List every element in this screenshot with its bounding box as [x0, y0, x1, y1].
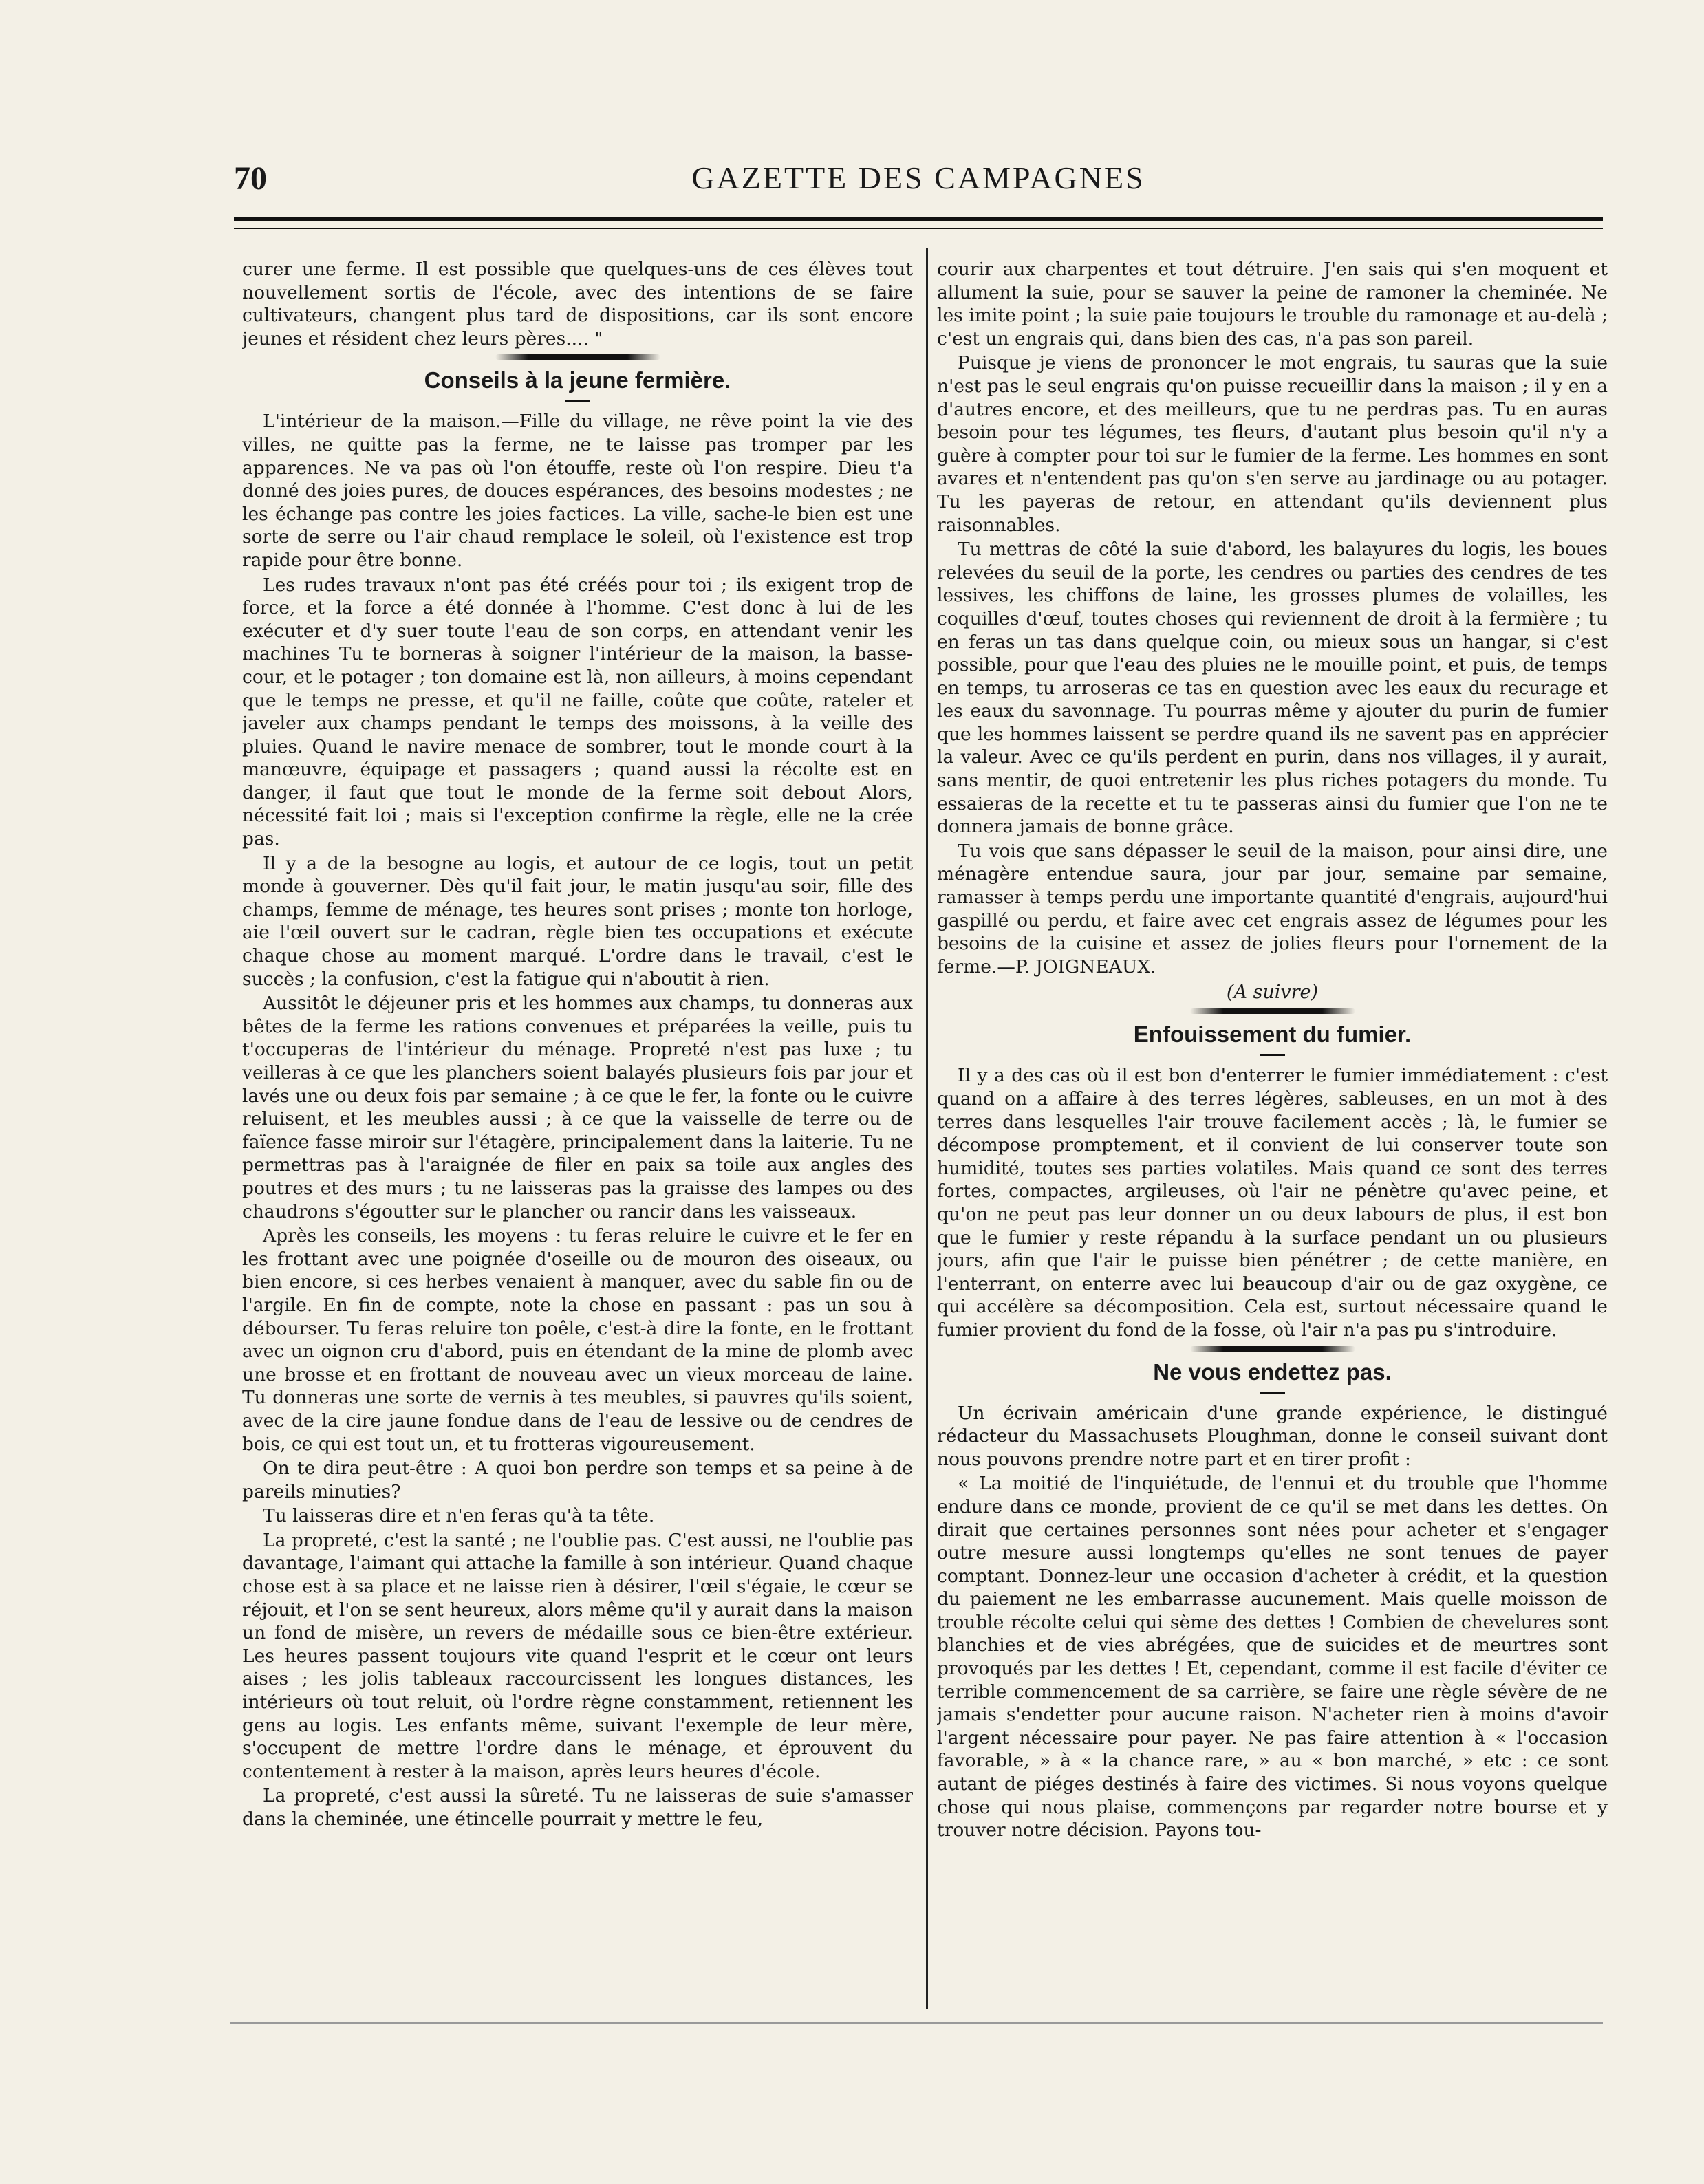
header-rule	[234, 217, 1603, 229]
section-title-enfouissement: Enfouissement du fumier.	[1133, 1021, 1412, 1048]
running-title: GAZETTE DES CAMPAGNES	[691, 160, 1145, 195]
paragraph: Après les conseils, les moyens : tu feras reluire le cuivre et le fer en les frottant avec une poignée d'oseille ou de mouron des oiseaux, ou bien encore, si ces herbes venaient à manquer, avec du sable fin ou de l'argile. En fin de compte, note la chose en passant : pas un sou à débourser. Tu feras reluire ton poêle, c'est-à dire la fonte, en le frottant avec un oignon cru d'abord, puis en étendant de la mine de plomb avec une brosse et en frottant de nouveau avec un vieux morceau de laine. Tu donneras une sorte de vernis à tes meubles, si pauvres qu'ils soient, avec de la cire jaune fondue dans de l'eau de lessive ou de cendres de bois, ce qui est tout un, et tu frotteras vigoureusement.	[242, 1225, 913, 1455]
paragraph: L'intérieur de la maison.—Fille du village, ne rêve point la vie des villes, ne quitte pas la ferme, ne te laisse pas tromper par les apparences. Ne va pas où l'on étouffe, reste où l'on respire. Dieu t'a donné des joies pures, de douces espérances, des besoins modestes ; ne les échange pas contre les joies factices. La ville, sache-le bien est une sorte de serre ou l'air chaud remplace le soleil, où l'existence est trop rapide pour être bonne.	[242, 411, 913, 571]
section-title-conseils: Conseils à la jeune fermière.	[424, 367, 731, 393]
paragraph: Il y a des cas où il est bon d'enterrer le fumier immédiatement : c'est quand on a affaire à des terres légères, sableuses, en un mot à des terres dans lesquelles l'air trouve facilement accès ; là, le fumier se décompose promptement, et il convient de lui conserver toute son humidité, toutes ses parties volatiles. Mais quand ce sont des terres fortes, compactes, argileuses, où l'air ne pénètre qu'avec peine, et qu'on ne peut pas leur donner un ou deux labours de plus, il est bon que le fumier y reste répandu à la surface pendant un ou plusieurs jours, afin que l'air le puisse bien pénétrer ; de cette manière, en l'enterrant, on enterre avec lui beaucoup d'air ou de gaz oxygène, ce qui accélère sa décomposition. Cela est, surtout nécessaire quand le fumier provient du fond de la fosse, où l'air n'a pas pu s'introduire.	[937, 1065, 1608, 1341]
intro-paragraph: curer une ferme. Il est possible que quelques-uns de ces élèves tout nouvellement sortis de l'école, avec des intentions de se faire cultivateurs, changent plus tard de dispositions, car ils sont encore jeunes et résident chez leurs pères.... "	[242, 259, 913, 349]
section-ornament-rule	[1190, 1008, 1355, 1014]
paragraph: « La moitié de l'inquiétude, de l'ennui et du trouble que l'homme endure dans ce monde, provient de ce qu'il se met dans les dettes. On dirait que certaines personnes sont nées pour acheter et s'engager outre mesure aussi longtemps qu'elles ne sont tenues de payer comptant. Donnez-leur une occasion d'acheter à crédit, et la question du paiement ne les embarrasse aucunement. Mais quelle moisson de trouble récolte celui qui sème des dettes ! Combien de chevelures sont blanchies et de vies abrégées, que de suicides et de meurtres sont provoqués par les dettes ! Et, cependant, comme il est facile d'éviter ce terrible commencement de sa carrière, se faire une règle sévère de ne jamais s'endetter pour aucune raison. N'acheter rien à moins d'avoir l'argent nécessaire pour payer. Ne pas faire attention à « l'occasion favorable, » à « la chance rare, » au « bon marché, » etc : ce sont autant de piéges destinés à faire des victimes. Si nous voyons quelque chose qui nous plaise, commençons par regarder notre bourse et y trouver notre décision. Payons tou-	[937, 1473, 1608, 1841]
paragraph: Les rudes travaux n'ont pas été créés pour toi ; ils exigent trop de force, et la force a été donnée à l'homme. C'est donc à lui de les exécuter et d'y suer toute l'eau de son corps, en attendant venir les machines Tu te borneras à soigner l'intérieur de la maison, la basse-cour, et le potager ; ton domaine est là, non ailleurs, à moins cependant que le temps ne presse, et qu'il ne faille, coûte que coûte, rateler et javeler aux champs pendant le temps des moissons, à la veille des pluies. Quand le navire menace de sombrer, tout le monde court à la manœuvre, équipage et passagers ; quand aussi la récolte est en danger, il faut que tout le monde de la ferme soit debout Alors, nécessité fait loi ; mais si l'exception confirme la règle, elle ne la crée pas.	[242, 574, 913, 850]
column-divider	[926, 248, 928, 2009]
paragraph: Il y a de la besogne au logis, et autour de ce logis, tout un petit monde à gouverner. Dès qu'il fait jour, le matin jusqu'au soir, fille des champs, femme de ménage, tes heures sont prises ; monte ton horloge, aie l'œil ouvert sur le cadran, règle bien tes occupations et exécute chaque chose au moment marqué. L'ordre dans le travail, c'est le succès ; la confusion, c'est la fatigue qui n'aboutit à rien.	[242, 852, 913, 990]
to-be-continued: (A suivre)	[1226, 982, 1319, 1004]
page-header	[234, 160, 1603, 201]
section-short-rule	[1260, 1392, 1285, 1394]
bottom-rule	[230, 2022, 1603, 2024]
paragraph: Aussitôt le déjeuner pris et les hommes aux champs, tu donneras aux bêtes de la ferme les rations convenues et préparées la veille, puis tu t'occuperas de l'intérieur du ménage. Propreté n'est pas luxe ; tu veilleras à ce que les planchers soient balayés plusieurs fois par jour et lavés une ou deux fois par semaine ; à ce que le fer, la fonte ou le cuivre reluisent, et les meubles aussi ; à ce que la vaisselle de terre ou de faïence fasse miroir sur l'étagère, principalement dans la laiterie. Tu ne permettras pas à l'araignée de filer en paix sa toile aux angles des poutres et des murs ; tu ne laisseras pas la graisse des lampes ou des chaudrons s'égoutter sur le plancher ou rancir dans les vaisseaux.	[242, 993, 913, 1222]
section-title-endettez: Ne vous endettez pas.	[1153, 1359, 1392, 1385]
paragraph: Tu mettras de côté la suie d'abord, les balayures du logis, les boues relevées du seuil de la porte, les cendres ou parties des cendres de tes lessives, les chiffons de laine, les grosses plumes de volailles, les coquilles d'œuf, toutes choses qui reviennent de droit à la fermière ; tu en feras un tas dans quelque coin, ou mieux sous un hangar, si c'est possible, pour que l'eau des pluies ne le mouille point, et puis, de temps en temps, tu arroseras ce tas en question avec les eaux du recurage et les eaux du savonnage. Tu pourras même y ajouter du purin de fumier que les hommes laissent se perdre quand ils ne savent pas en apprécier la valeur. Avec ce qu'ils perdent en purin, dans nos villages, il y aurait, sans mentir, de quoi entretenir les plus riches potagers du monde. Tu essaieras de la recette et tu te passeras ainsi du fumier que l'on ne te donnera jamais de bonne grâce.	[937, 539, 1608, 838]
section-ornament-rule	[1190, 1346, 1355, 1352]
section-short-rule	[565, 400, 590, 402]
paragraph: On te dira peut-être : A quoi bon perdre son temps et sa peine à de pareils minuties?	[242, 1458, 913, 1502]
section-ornament-rule	[495, 354, 660, 360]
paragraph: La propreté, c'est aussi la sûreté. Tu ne laisseras de suie s'amasser dans la cheminée, une étincelle pourrait y mettre le feu,	[242, 1785, 913, 1830]
paragraph: La propreté, c'est la santé ; ne l'oublie pas. C'est aussi, ne l'oublie pas davantage, l'aimant qui attache la famille à son intérieur. Quand chaque chose est à sa place et ne laisse rien à désirer, l'œil s'égaie, le cœur se réjouit, et l'on se sent heureux, alors même qu'il y aurait dans la maison un fond de misère, un revers de médaille sous ce bien-être extérieur. Les heures passent toujours vite quand l'esprit et le cœur ont leurs aises ; les jolis tableaux raccourcissent les longues distances, les intérieurs où tout reluit, où l'ordre règne constamment, retiennent les gens au logis. Les enfants même, suivant l'exemple de leur mère, s'occupent de mettre l'ordre dans le ménage, et éprouvent du contentement à rester à la maison, après leurs heures d'école.	[242, 1529, 913, 1782]
page-number: 70	[234, 160, 267, 197]
right-column	[937, 258, 1608, 2005]
paragraph: Tu laisseras dire et n'en feras qu'à ta tête.	[263, 1505, 655, 1527]
left-column	[242, 258, 913, 2005]
paragraph: Puisque je viens de prononcer le mot engrais, tu sauras que la suie n'est pas le seul engrais qu'on puisse recueillir dans la maison ; il y en a d'autres encore, et des meilleurs, que tu ne perdras pas. Tu en auras besoin pour tes légumes, tes fleurs, d'autant plus besoin qu'il n'y a guère à compter pour toi sur le fumier de la ferme. Les hommes en sont avares et n'entendent pas qu'on s'en serve au jardinage ou au potager. Tu les payeras de retour, en attendant qu'ils deviennent plus raisonnables.	[937, 352, 1608, 536]
paragraph: Tu vois que sans dépasser le seuil de la maison, pour ainsi dire, une ménagère entendue saura, jour par jour, semaine par semaine, ramasser à temps perdu une importante quantité d'engrais, aujourd'hui gaspillé ou perdu, et faire avec cet engrais assez de légumes pour les besoins de la cuisine et assez de jolies fleurs pour l'ornement de la ferme.—P. JOIGNEAUX.	[937, 840, 1608, 977]
paragraph: Un écrivain américain d'une grande expérience, le distingué rédacteur du Massachusets Ploughman, donne le conseil suivant dont nous pouvons prendre notre part et en tirer profit :	[937, 1402, 1608, 1470]
paragraph: courir aux charpentes et tout détruire. J'en sais qui s'en moquent et allument la suie, pour se sauver la peine de ramoner la cheminée. Ne les imite point ; la suie paie toujours le trouble du ramonage et au-delà ; c'est un engrais qui, dans bien des cas, n'a pas son pareil.	[937, 259, 1608, 349]
section-short-rule	[1260, 1054, 1285, 1056]
